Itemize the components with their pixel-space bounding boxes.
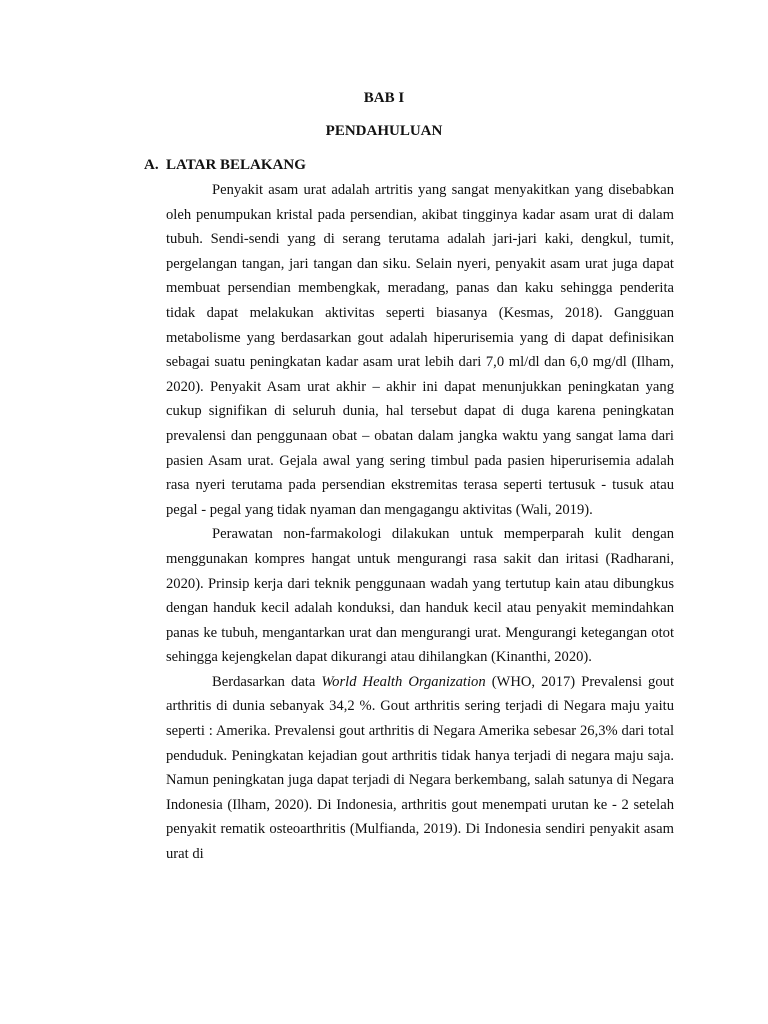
section-marker: A.: [144, 157, 159, 173]
chapter-number: BAB I: [363, 90, 405, 106]
paragraph-3-lead: Berdasarkan data: [212, 673, 322, 690]
paragraph-2: Perawatan non-farmakologi dilakukan untuk memperparah kulit dengan menggunakan kompres hangat untuk mengurangi rasa sakit dan iritasi (Radharani, 2020). Prinsip kerja dari teknik penggunaan wadah yang tertutup kain atau dibungkus dengan handuk kecil adalah konduksi, dan handuk kecil atau penyakit memindahkan panas ke tubuh, mengantarkan urat dan mengurangi urat. Mengurangi ketegangan otot sehingga kejengkelan dapat dikurangi atau dihilangkan (Kinanthi, 2020).: [166, 526, 674, 666]
paragraph-3: [166, 670, 674, 867]
section-title: LATAR BELAKANG: [166, 157, 306, 173]
paragraph-1: Penyakit asam urat adalah artritis yang sangat menyakitkan yang disebabkan oleh penumpukan kristal pada persendian, akibat tingginya kadar asam urat di dalam tubuh. Sendi-sendi yang di serang terutama adalah jari-jari kaki, dengkul, tumit, pergelangan tangan, jari tangan dan siku. Selain nyeri, penyakit asam urat juga dapat membuat persendian membengkak, meradang, panas dan kaku sehingga penderita tidak dapat melakukan aktivitas seperti biasanya (Kesmas, 2018). Gangguan metabolisme yang berdasarkan gout adalah hiperurisemia yang di dapat definisikan sebagai suatu peningkatan kadar asam urat lebih dari 7,0 ml/dl dan 6,0 mg/dl (Ilham, 2020). Penyakit Asam urat akhir – akhir ini dapat menunjukkan peningkatan yang cukup signifikan di seluruh dunia, hal tersebut dapat di duga karena peningkatan prevalensi dan penggunaan obat – obatan dalam jangka waktu yang sangat lama dari pasien Asam urat. Gejala awal yang sering timbul pada pasien hiperurisemia adalah rasa nyeri terutama pada persendian ekstremitas terasa seperti tertusuk - tusuk atau pegal - pegal yang tidak nyaman dan mengagangu aktivitas (Wali, 2019).: [166, 182, 674, 518]
paragraph-3-italic-term: World Health Organization: [321, 673, 486, 690]
chapter-title: PENDAHULUAN: [325, 123, 443, 139]
section-heading: [144, 155, 306, 175]
body-text: [166, 178, 674, 867]
paragraph-3-rest: (WHO, 2017) Prevalensi gout arthritis di dunia sebanyak 34,2 %. Gout arthritis sering terjadi di Negara maju yaitu seperti : Amerika. Prevalensi gout arthritis di Negara Amerika sebesar 26,3% dari total penduduk. Peningkatan kejadian gout arthritis tidak hanya terjadi di negara maju saja. Namun peningkatan juga dapat terjadi di Negara berkembang, salah satunya di Negara Indonesia (Ilham, 2020). Di Indonesia, arthritis gout menempati urutan ke - 2 setelah penyakit rematik osteoarthritis (Mulfianda, 2019). Di Indonesia sendiri penyakit asam urat di: [166, 673, 674, 863]
